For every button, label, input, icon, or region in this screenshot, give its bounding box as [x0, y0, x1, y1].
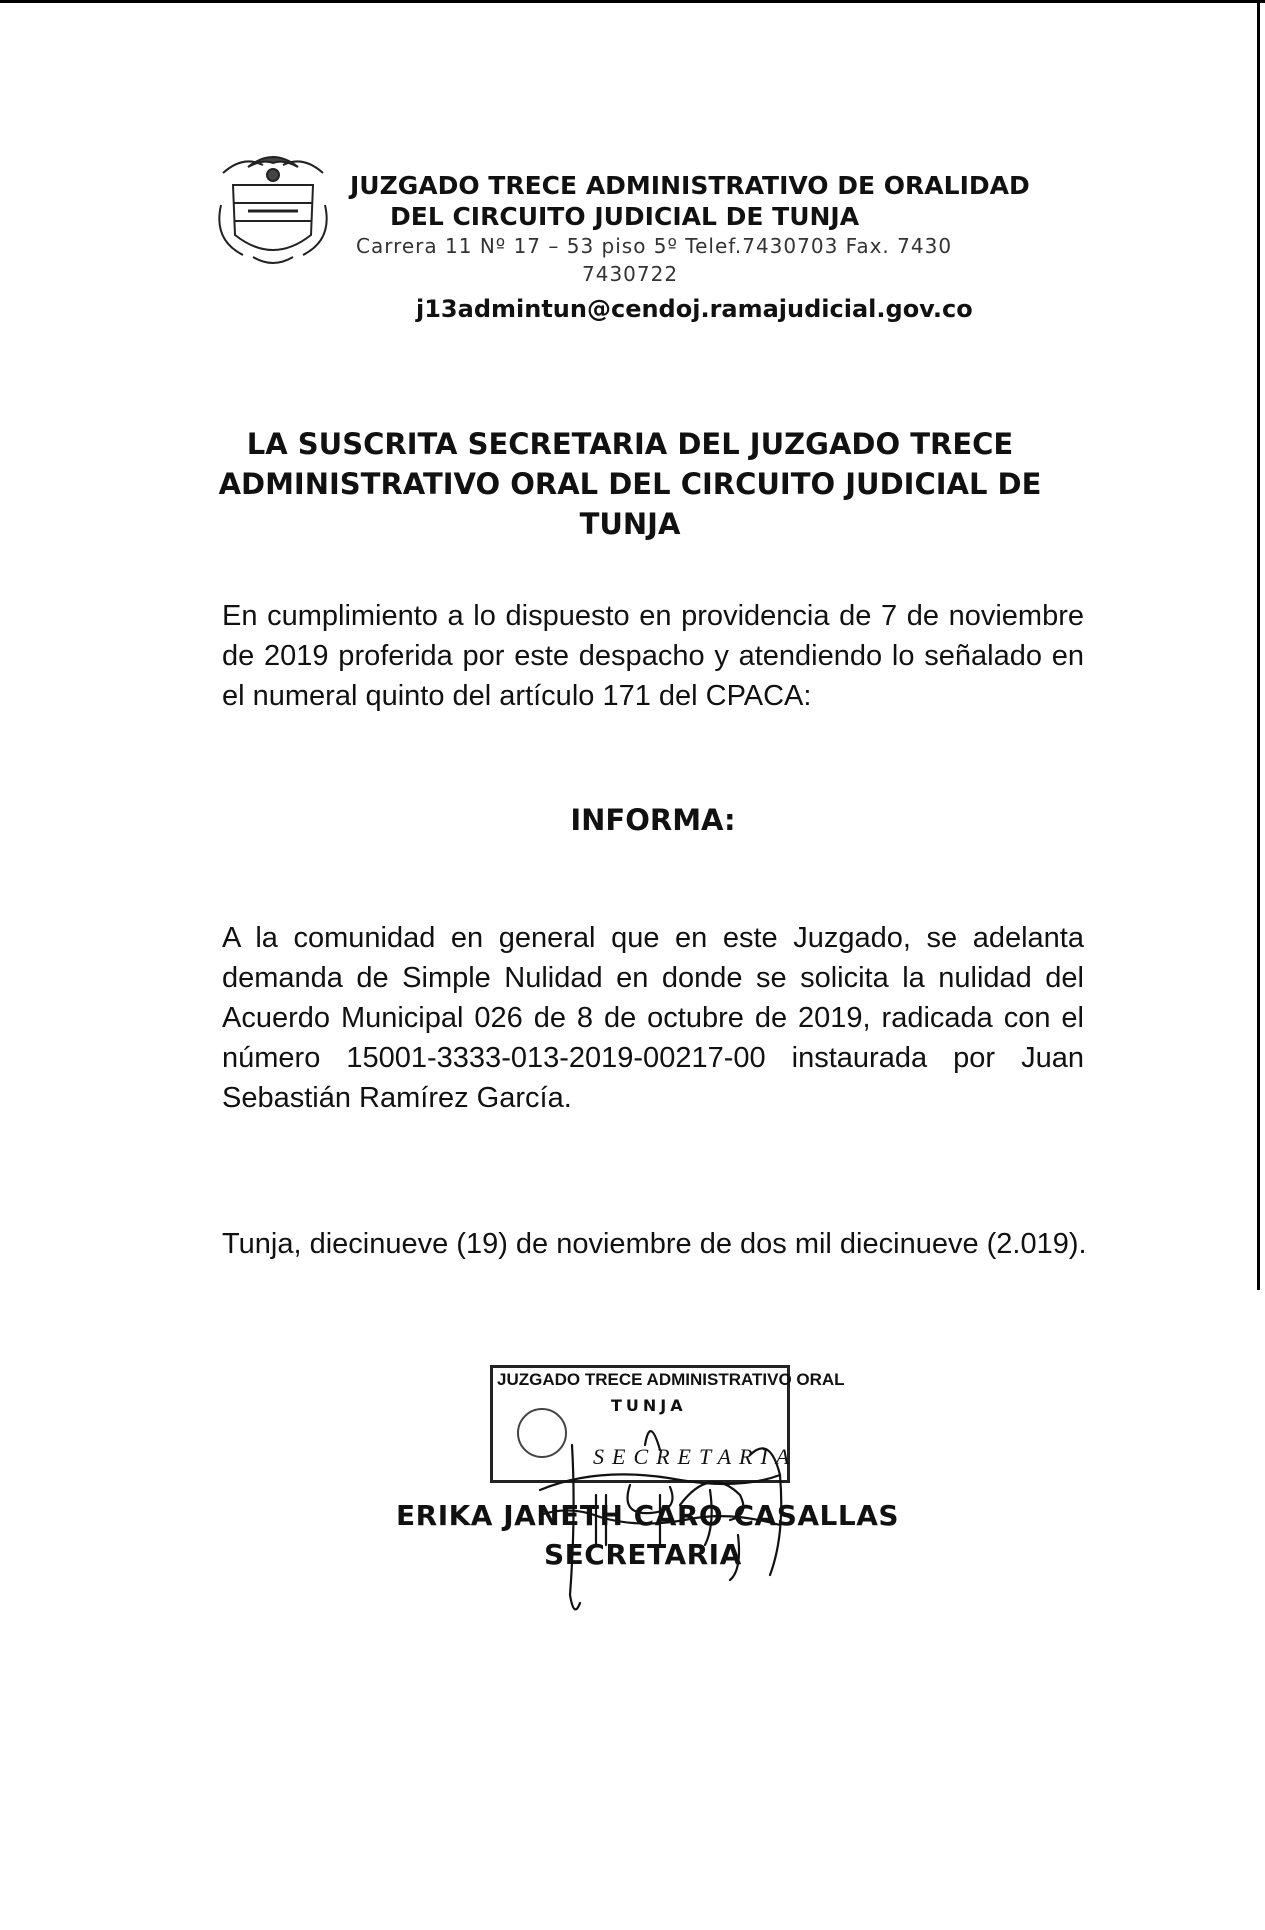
stamp-role: SECRETARIA: [593, 1444, 798, 1469]
court-fax: 7430722: [582, 262, 679, 286]
handwritten-signature-icon: [480, 1395, 840, 1625]
title-line-2: ADMINISTRATIVO ORAL DEL CIRCUITO JUDICIAL DE: [218, 467, 1042, 501]
letterhead: [350, 170, 1070, 326]
intro-paragraph: En cumplimiento a lo dispuesto en providencia de 7 de noviembre de 2019 proferida por este despacho y atendiendo lo señalado en el numeral quinto del artículo 171 del CPACA:: [222, 600, 1084, 712]
scan-edge-top: [0, 0, 1265, 3]
scan-edge-right: [1257, 0, 1260, 1290]
title-line-1: LA SUSCRITA SECRETARIA DEL JUZGADO TRECE: [246, 427, 1014, 461]
date-line: Tunja, diecinueve (19) de noviembre de dos mil diecinueve (2.019).: [222, 1228, 1087, 1260]
stamp-court-name: JUZGADO TRECE ADMINISTRATIVO ORAL: [497, 1370, 845, 1389]
court-circuit: DEL CIRCUITO JUDICIAL DE TUNJA: [390, 202, 860, 231]
stamp-city: TUNJA: [611, 1396, 687, 1415]
court-name: JUZGADO TRECE ADMINISTRATIVO DE ORALIDAD: [350, 171, 1030, 200]
informa-heading: INFORMA:: [570, 803, 736, 837]
coat-of-arms-icon: [203, 145, 343, 285]
signatory-role: SECRETARIA: [544, 1538, 742, 1571]
court-email: j13admintun@cendoj.ramajudicial.gov.co: [416, 295, 973, 323]
court-address: Carrera 11 Nº 17 – 53 piso 5º Telef.7430703 Fax. 7430: [356, 234, 953, 258]
document-title: [200, 424, 1060, 544]
body-paragraph: A la comunidad en general que en este Juzgado, se adelanta demanda de Simple Nulidad en donde se solicita la nulidad del Acuerdo Municipal 026 de 8 de octubre de 2019, radicada con el número 15001-3333-013-2019-00217-00 instaurada por Juan Sebastián Ramírez García.: [222, 922, 1084, 1114]
signatory-name: ERIKA JANETH CARO CASALLAS: [396, 1499, 900, 1532]
title-line-3: TUNJA: [579, 507, 681, 541]
